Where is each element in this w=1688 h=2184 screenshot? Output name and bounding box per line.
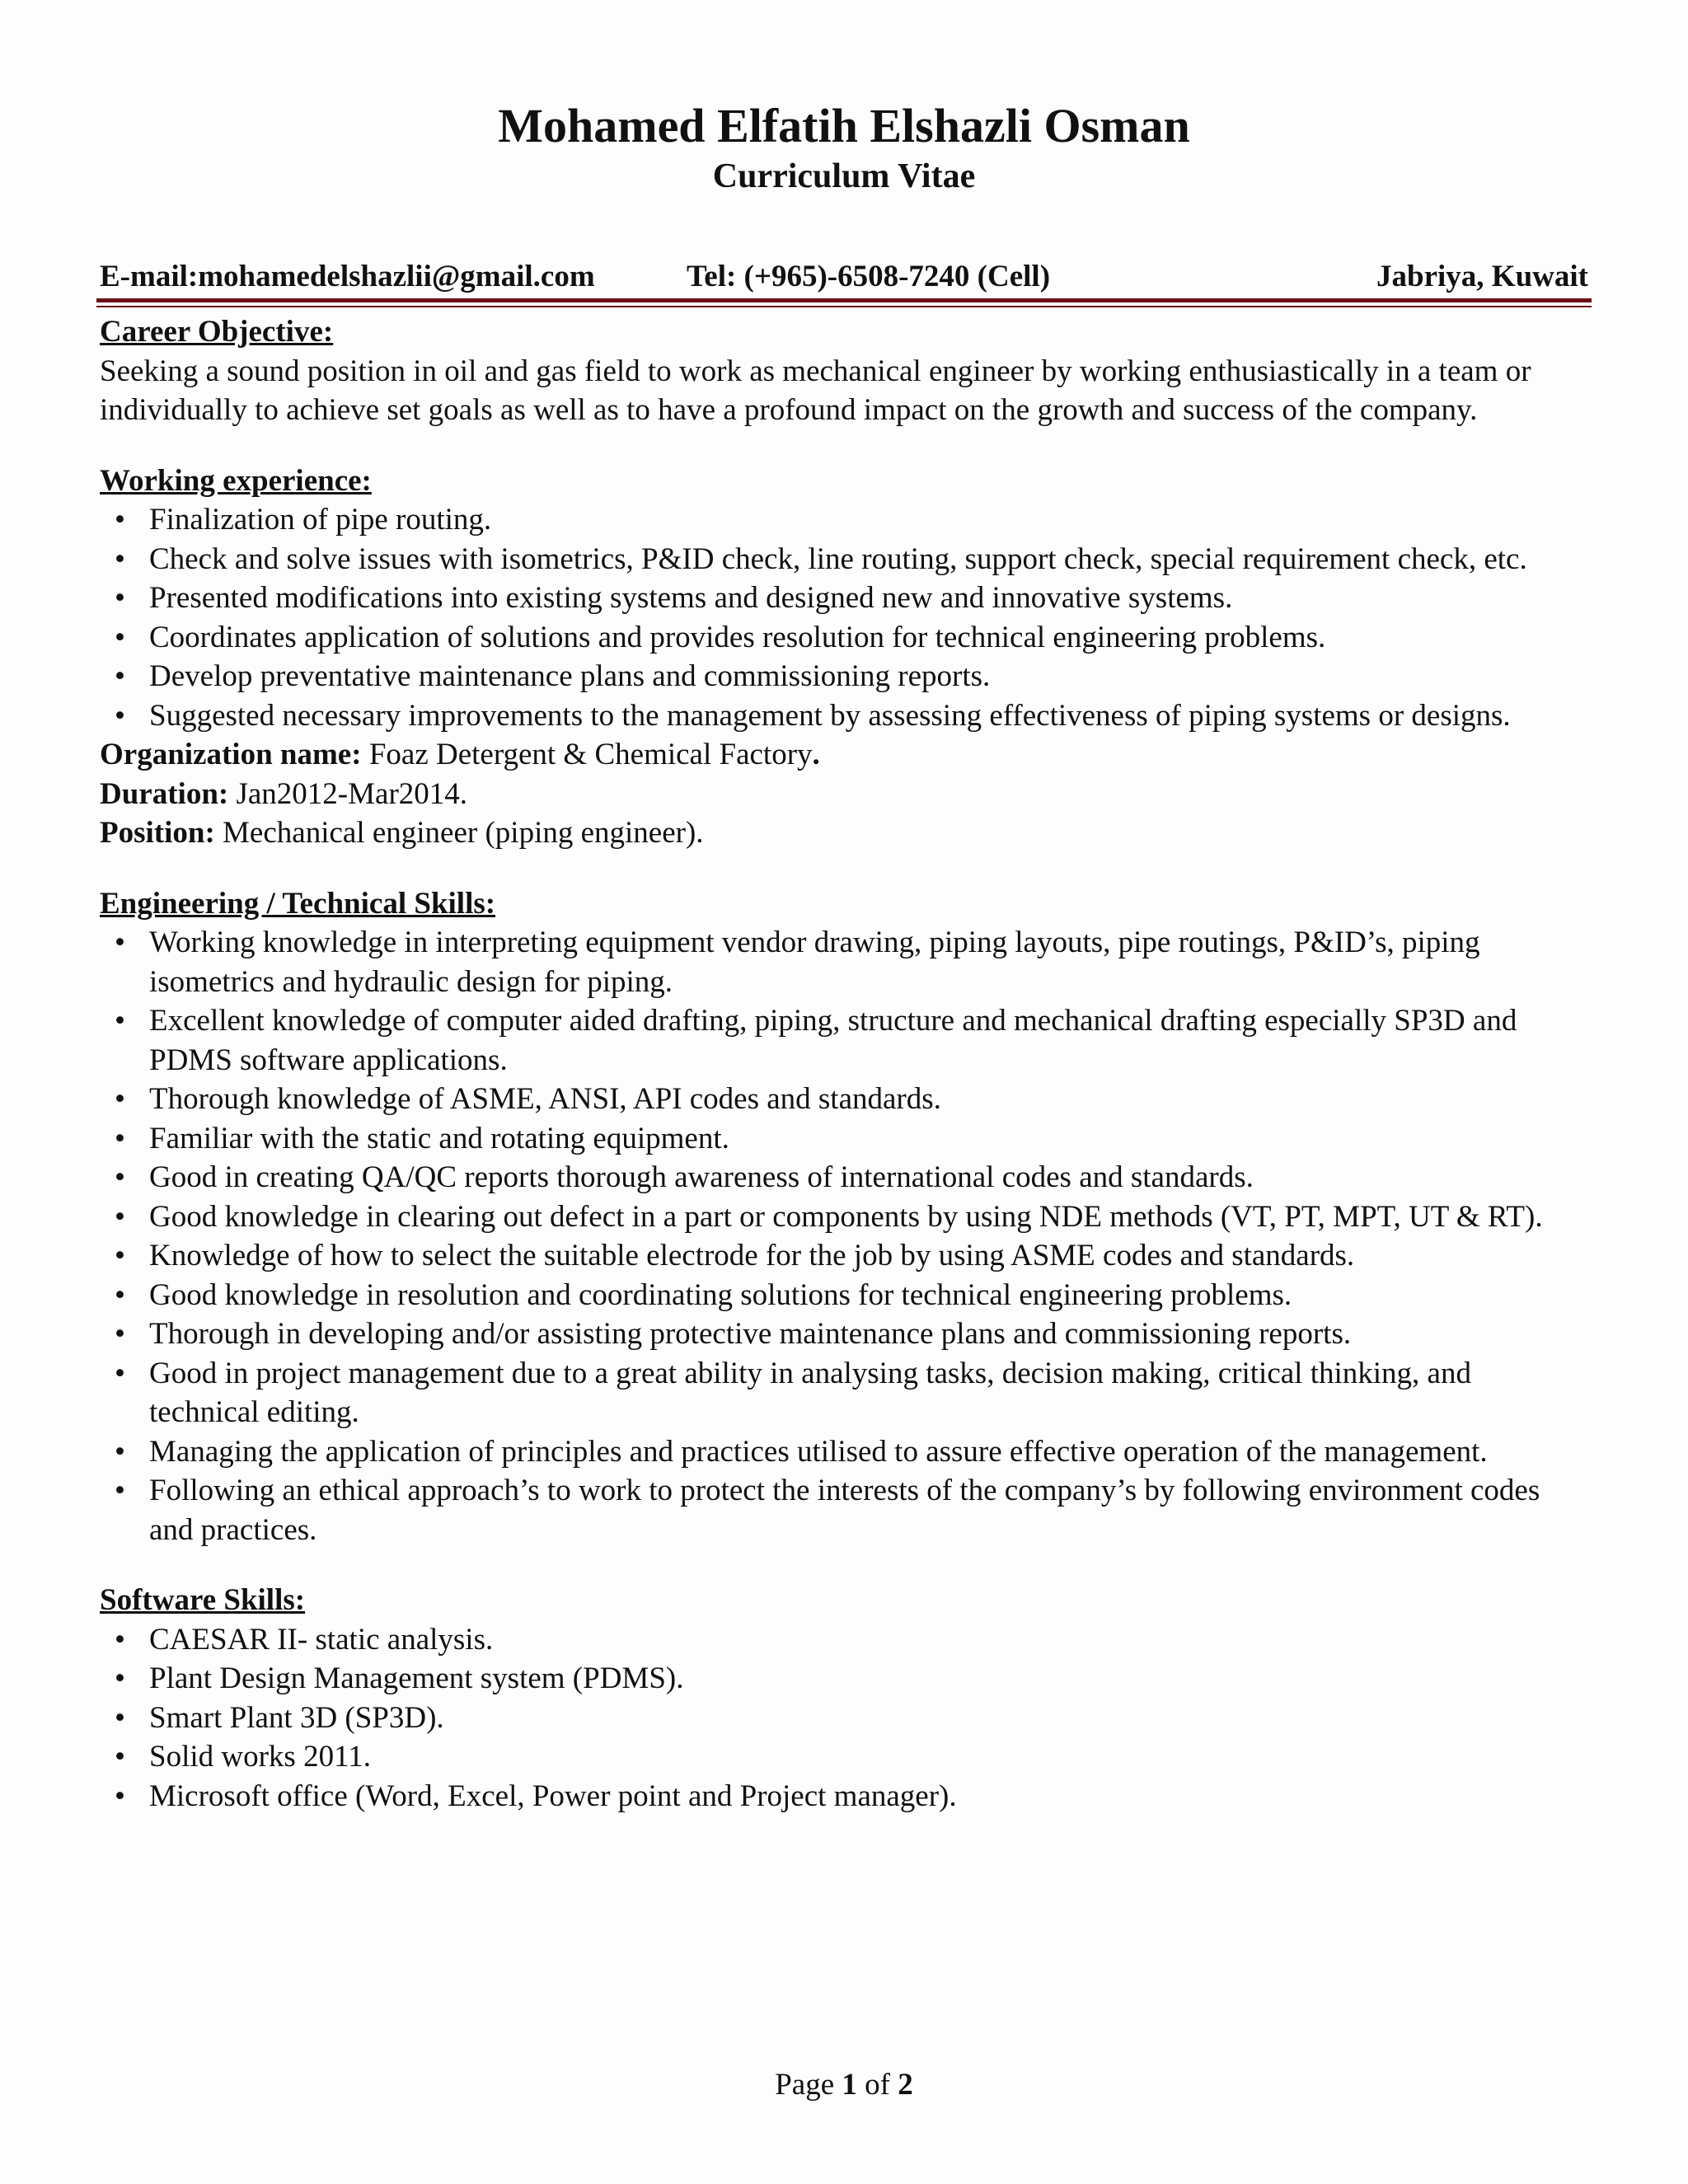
career-objective-heading: Career Objective: [100,315,334,349]
duration-row [100,775,1588,814]
organization-row [100,735,1588,775]
list-item: • Familiar with the static and rotating equipment. [100,1119,1588,1159]
contact-location: Jabriya, Kuwait [1376,260,1588,293]
list-item: • Microsoft office (Word, Excel, Power point and Project manager). [100,1777,1588,1816]
list-item: • Working knowledge in interpreting equipment vendor drawing, piping layouts, pipe routings, P&ID’s, piping isometrics and hydraulic design for piping. [100,923,1588,1001]
list-item: • Thorough in developing and/or assisting protective maintenance plans and commissioning reports. [100,1315,1588,1354]
working-experience-list [100,500,1588,735]
list-item: • Check and solve issues with isometrics, P&ID check, line routing, support check, special requirement check, etc. [100,540,1588,579]
engineering-skills-section [100,884,1588,1550]
list-item: • Thorough knowledge of ASME, ANSI, API codes and standards. [100,1080,1588,1119]
list-item: • Excellent knowledge of computer aided drafting, piping, structure and mechanical drafting especially SP3D and PDMS software applications. [100,1001,1588,1080]
position-row [100,813,1588,853]
list-item: • Coordinates application of solutions and provides resolution for technical engineering problems. [100,618,1588,658]
header-divider-thick [96,298,1592,302]
section-spacer [100,430,1588,462]
organization-period: . [812,738,820,771]
contact-email: E-mail:mohamedelshazlii@gmail.com [100,260,595,293]
list-item: • Knowledge of how to select the suitable electrode for the job by using ASME codes and standards. [100,1236,1588,1276]
engineering-skills-list [100,923,1588,1549]
header-divider-thin [96,306,1592,307]
duration-label: Duration: [100,776,229,811]
candidate-name: Mohamed Elfatih Elshazli Osman [498,99,1190,152]
list-item: • Finalization of pipe routing. [100,500,1588,540]
cv-body [100,312,1588,1816]
list-item: • Suggested necessary improvements to the management by assessing effectiveness of piping systems or designs. [100,696,1588,736]
career-objective-text: Seeking a sound position in oil and gas field to work as mechanical engineer by working enthusiastically in a team or individually to achieve set goals as well as to have a profound impact on the growth and success of the company. [100,354,1531,427]
software-skills-section [100,1581,1588,1816]
list-item: • Plant Design Management system (PDMS). [100,1659,1588,1699]
list-item: • CAESAR II- static analysis. [100,1620,1588,1660]
list-item: • Managing the application of principles and practices utilised to assure effective operation of the management. [100,1432,1588,1472]
list-item: • Smart Plant 3D (SP3D). [100,1699,1588,1738]
engineering-skills-heading: Engineering / Technical Skills: [100,886,496,921]
list-item: • Good in project management due to a great ability in analysing tasks, decision making, critical thinking, and technical editing. [100,1354,1588,1432]
list-item: • Good in creating QA/QC reports thorough awareness of international codes and standards. [100,1158,1588,1197]
software-skills-list [100,1620,1588,1816]
list-item: • Develop preventative maintenance plans and commissioning reports. [100,657,1588,696]
section-spacer [100,1549,1588,1581]
list-item: • Following an ethical approach’s to work to protect the interests of the company’s by following environment codes and practices. [100,1471,1588,1549]
page-label: Page [775,2068,835,2102]
working-experience-section [100,462,1588,853]
page-of-label: of [865,2068,890,2102]
position-value: Mechanical engineer (piping engineer). [223,816,704,850]
section-spacer [100,853,1588,884]
contact-phone: Tel: (+965)-6508-7240 (Cell) [687,260,1051,293]
career-objective-section [100,312,1588,430]
page-current: 1 [842,2068,857,2102]
list-item: • Good knowledge in clearing out defect in a part or components by using NDE methods (VT, PT, MPT, UT & RT). [100,1197,1588,1237]
working-experience-heading: Working experience: [100,463,372,498]
page-total: 2 [898,2068,913,2102]
organization-value: Foaz Detergent & Chemical Factory [368,738,813,771]
document-subtitle: Curriculum Vitae [712,157,976,195]
organization-label: Organization name: [100,738,362,771]
list-item: • Presented modifications into existing systems and designed new and innovative systems. [100,579,1588,618]
duration-value: Jan2012-Mar2014. [236,776,468,811]
page-footer [0,2065,1688,2105]
list-item: • Solid works 2011. [100,1737,1588,1777]
position-label: Position: [100,816,215,850]
list-item: • Good knowledge in resolution and coordinating solutions for technical engineering problems. [100,1276,1588,1315]
software-skills-heading: Software Skills: [100,1583,306,1617]
